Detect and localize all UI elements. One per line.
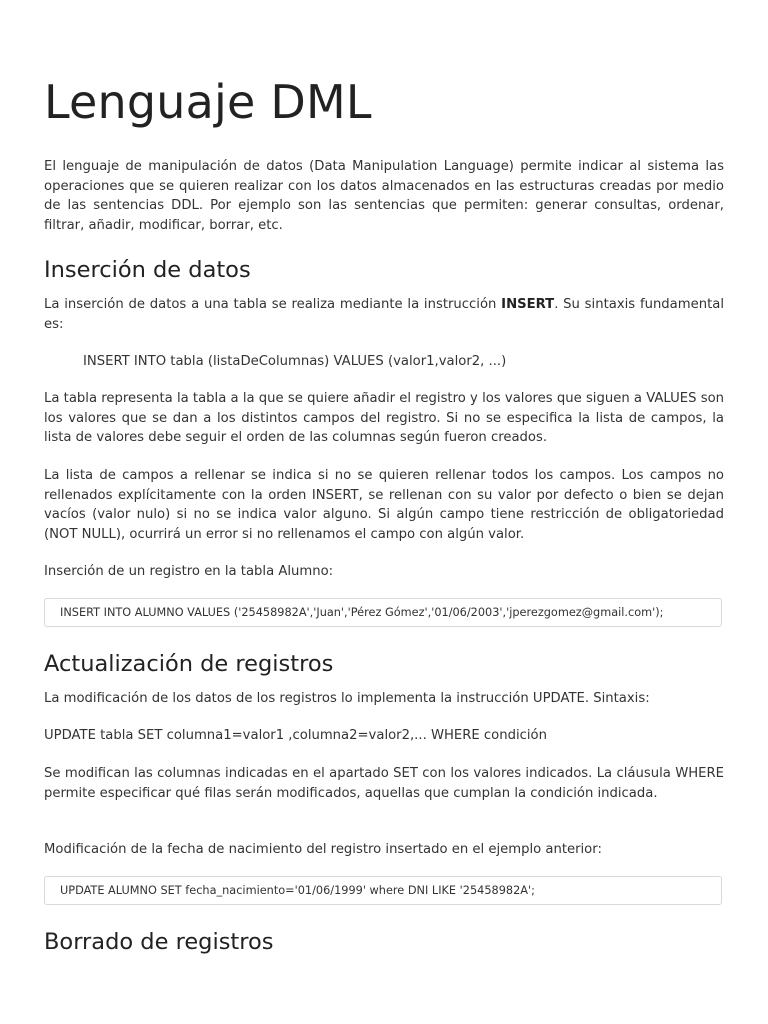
insert-syntax: INSERT INTO tabla (listaDeColumnas) VALUES (valor1,valor2, ...) bbox=[83, 354, 507, 369]
section-heading-actualizacion: Actualización de registros bbox=[44, 651, 334, 677]
insert-fields-paragraph: La lista de campos a rellenar se indica si no se quieren rellenar todos los campos. Los campos no rellenados explícitamente con la orden INSERT, se rellenan con su valor por defecto o bien se dejan vacíos (valor nulo) si no se indica valor alguno. Si algún campo tiene restricción de obligatoriedad (NOT NULL), ocurrirá un error si no rellenamos el campo con algún valor. bbox=[44, 468, 724, 542]
insert-code-block bbox=[44, 598, 722, 627]
insert-intro-text: La inserción de datos a una tabla se realiza mediante la instrucción bbox=[44, 297, 497, 312]
update-description-paragraph: Se modifican las columnas indicadas en el apartado SET con los valores indicados. La cláusula WHERE permite especificar qué filas serán modificados, aquellas que cumplan la condición indicada. bbox=[44, 766, 724, 801]
update-intro-paragraph: La modificación de los datos de los registros lo implementa la instrucción UPDATE. Sintaxis: bbox=[44, 691, 650, 706]
section-heading-borrado: Borrado de registros bbox=[44, 929, 274, 955]
section-heading-insercion: Inserción de datos bbox=[44, 257, 251, 283]
insert-keyword: INSERT bbox=[501, 297, 555, 312]
insert-code-text: INSERT INTO ALUMNO VALUES ('25458982A','Juan','Pérez Gómez','01/06/2003','jperezgomez@gmail.com'); bbox=[60, 606, 664, 619]
insert-intro-paragraph bbox=[44, 295, 724, 334]
update-example-caption: Modificación de la fecha de nacimiento del registro insertado en el ejemplo anterior: bbox=[44, 842, 602, 857]
update-syntax: UPDATE tabla SET columna1=valor1 ,columna2=valor2,... WHERE condición bbox=[44, 728, 547, 743]
insert-intro-tail: . Su sintaxis fundamental es: bbox=[44, 297, 724, 332]
page-title: Lenguaje DML bbox=[44, 75, 372, 129]
update-code-text: UPDATE ALUMNO SET fecha_nacimiento='01/06/1999' where DNI LIKE '25458982A'; bbox=[60, 884, 535, 897]
update-code-block bbox=[44, 876, 722, 905]
insert-example-caption: Inserción de un registro en la tabla Alumno: bbox=[44, 564, 334, 579]
insert-table-paragraph: La tabla representa la tabla a la que se quiere añadir el registro y los valores que siguen a VALUES son los valores que se dan a los distintos campos del registro. Si no se especifica la lista de campos, la lista de valores debe seguir el orden de las columnas según fueron creados. bbox=[44, 391, 724, 446]
intro-paragraph: El lenguaje de manipulación de datos (Data Manipulation Language) permite indicar al sistema las operaciones que se quieren realizar con los datos almacenados en las estructuras creadas por medio de las sentencias DDL. Por ejemplo son las sentencias que permiten: generar consultas, ordenar, filtrar, añadir, modificar, borrar, etc. bbox=[44, 159, 724, 233]
